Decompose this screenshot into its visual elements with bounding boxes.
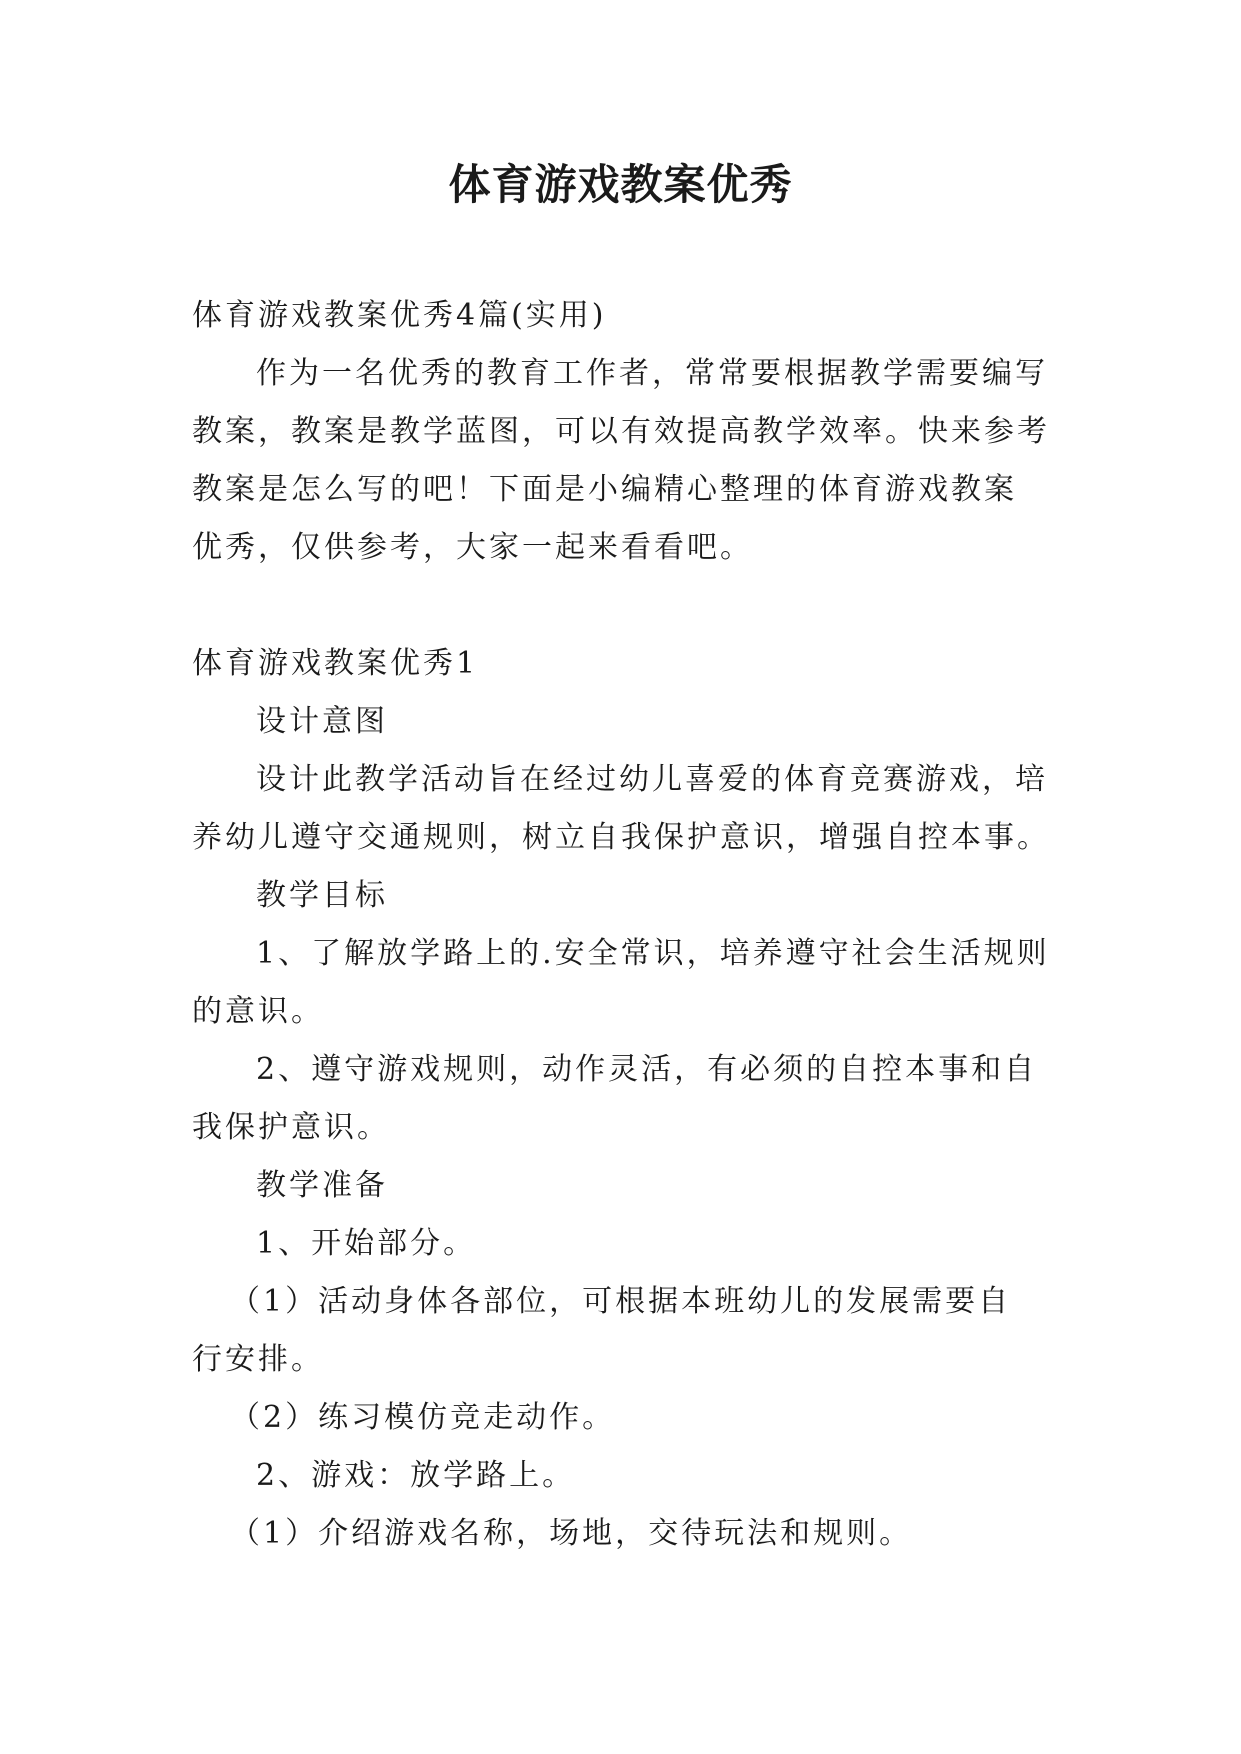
intro-line-1: 作为一名优秀的教育工作者，常常要根据教学需要编写 [256,356,1048,391]
step-1-line-1: （1）活动身体各部位，可根据本班幼儿的发展需要自 [230,1284,1012,1319]
design-intent-heading: 设计意图 [256,704,388,739]
goal-1-line-1: 1、了解放学路上的.安全常识，培养遵守社会生活规则 [256,936,1050,971]
part-1-heading: 1、开始部分。 [256,1226,477,1261]
intro-line-2: 教案，教案是教学蓝图，可以有效提高教学效率。快来参考 [192,414,1050,449]
intro-line-4: 优秀，仅供参考，大家一起来看看吧。 [192,530,753,565]
step-2-line: （2）练习模仿竞走动作。 [230,1400,616,1435]
game-step-1-line: （1）介绍游戏名称，场地，交待玩法和规则。 [230,1516,913,1551]
document-body [192,287,1052,1563]
goal-2-line-2: 我保护意识。 [192,1110,390,1145]
preparation-heading: 教学准备 [256,1168,388,1203]
step-1-line-2: 行安排。 [192,1342,324,1377]
intro-line-3: 教案是怎么写的吧！下面是小编精心整理的体育游戏教案 [192,472,1017,507]
part-2-heading: 2、游戏：放学路上。 [256,1458,576,1493]
design-intent-line-1: 设计此教学活动旨在经过幼儿喜爱的体育竞赛游戏，培 [256,762,1048,797]
goals-heading: 教学目标 [256,878,388,913]
section-heading: 体育游戏教案优秀1 [192,646,479,681]
document-title: 体育游戏教案优秀 [448,160,793,209]
design-intent-line-2: 养幼儿遵守交通规则，树立自我保护意识，增强自控本事。 [192,820,1050,855]
goal-1-line-2: 的意识。 [192,994,324,1029]
subtitle-line: 体育游戏教案优秀4篇(实用) [192,298,607,333]
goal-2-line-1: 2、遵守游戏规则，动作灵活，有必须的自控本事和自 [256,1052,1038,1087]
blank-line [192,577,1052,635]
